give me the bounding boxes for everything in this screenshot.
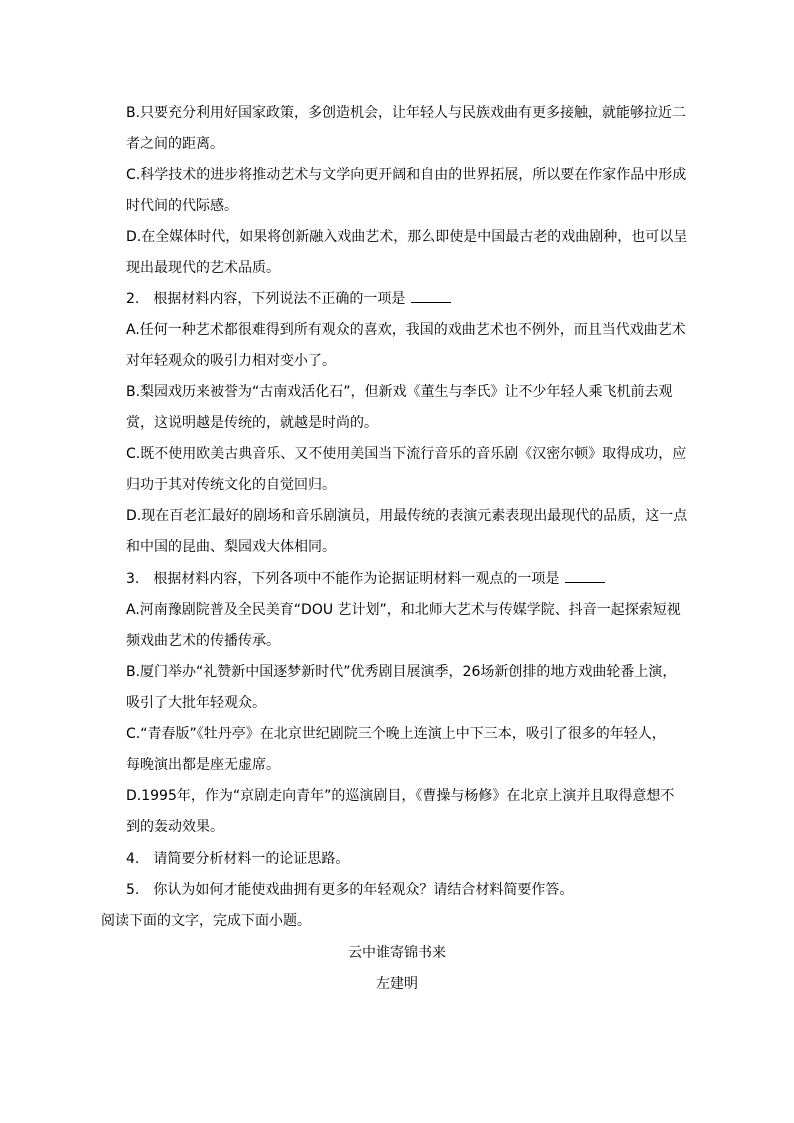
q2-option-b-line-1: B.梨园戏历来被誉为“古南戏活化石”，但新戏《董生与李氏》让不少年轻人乘飞机前去观 [126,384,673,400]
q3-option-d-line-1: D.1995年，作为“京剧走向青年”的巡演剧目，《曹操与杨修》在北京上演并且取得意想不 [126,788,675,804]
q2-option-d-line-2: 和中国的昆曲、梨园戏大体相同。 [126,539,336,555]
article-author: 左建明 [376,976,418,992]
option-d-line-1: D.在全媒体时代，如果将创新融入戏曲艺术，那么即使是中国最古老的戏曲剧种，也可以呈 [126,229,688,245]
article-title: 云中谁寄锦书来 [348,945,446,961]
question-2-text: 2. 根据材料内容，下列说法不正确的一项是 [126,291,406,307]
question-5: 5. 你认为如何才能使戏曲拥有更多的年轻观众？请结合材料简要作答。 [126,882,574,898]
q2-option-d-line-1: D.现在百老汇最好的剧场和音乐剧演员，用最传统的表演元素表现出最现代的品质，这一点 [126,508,688,524]
q3-option-c-line-2: 每晚演出都是座无虚席。 [126,757,280,773]
option-c-line-2: 时代间的代际感。 [126,198,238,214]
option-c-line-1: C.科学技术的进步将推动艺术与文学向更开阔和自由的世界拓展，所以要在作家作品中形成 [126,167,687,183]
q3-option-b-line-2: 吸引了大批年轻观众。 [126,695,266,711]
answer-blank [565,570,605,583]
q2-option-a-line-2: 对年轻观众的吸引力相对变小了。 [126,353,336,369]
q3-option-a-line-1: A.河南豫剧院普及全民美育“DOU 艺计划”，和北师大艺术与传媒学院、抖音一起探索短视 [126,602,681,618]
q3-option-d-line-2: 到的轰动效果。 [126,819,224,835]
reading-instruction: 阅读下面的文字，完成下面小题。 [101,913,311,929]
q2-option-c-line-1: C.既不使用欧美古典音乐、又不使用美国当下流行音乐的音乐剧《汉密尔顿》取得成功，应 [126,446,687,462]
option-b-line-1: B.只要充分利用好国家政策，多创造机会，让年轻人与民族戏曲有更多接触，就能够拉近二 [126,105,687,121]
q2-option-a-line-1: A.任何一种艺术都很难得到所有观众的喜欢，我国的戏曲艺术也不例外，而且当代戏曲艺术 [126,322,686,338]
question-3 [126,570,605,588]
q2-option-c-line-2: 归功于其对传统文化的自觉回归。 [126,477,336,493]
q3-option-c-line-1: C.“青春版”《牡丹亭》在北京世纪剧院三个晚上连演上中下三本，吸引了很多的年轻人， [126,726,666,742]
q3-option-a-line-2: 频戏曲艺术的传播传承。 [126,633,280,649]
question-3-text: 3. 根据材料内容，下列各项中不能作为论据证明材料一观点的一项是 [126,571,560,587]
answer-blank [411,290,451,303]
q3-option-b-line-1: B.厦门举办“礼赞新中国逐梦新时代”优秀剧目展演季，26场新创排的地方戏曲轮番上演， [126,664,677,680]
question-2 [126,290,451,308]
option-b-line-2: 者之间的距离。 [126,136,224,152]
q2-option-b-line-2: 赏，这说明越是传统的，就越是时尚的。 [126,415,378,431]
question-4: 4. 请简要分析材料一的论证思路。 [126,851,350,867]
option-d-line-2: 现出最现代的艺术品质。 [126,260,280,276]
